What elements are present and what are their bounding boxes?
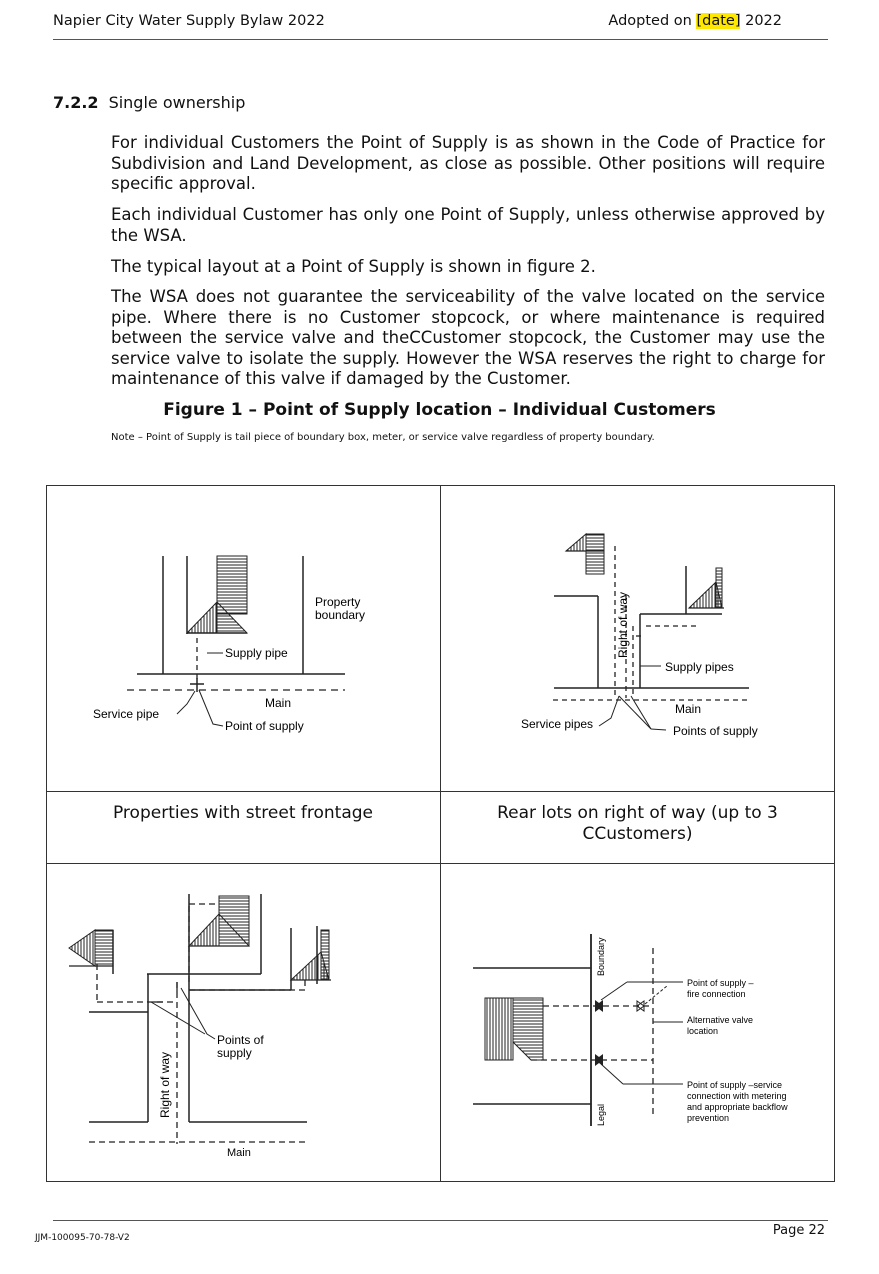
caption-street-frontage: Properties with street frontage xyxy=(112,803,374,823)
figure-row-divider xyxy=(46,791,835,792)
pos-service-label-4: prevention xyxy=(687,1113,730,1123)
supply-pipes-label: Supply pipes xyxy=(665,660,734,674)
paragraph: Each individual Customer has only one Point of Supply, unless otherwise approved by the WSA. xyxy=(111,205,825,245)
paragraph: The WSA does not guarantee the serviceability of the valve located on the service pipe. Where there is no Customer stopcock, or where maintenance is required between the service valve and theCCustomer stopcock, the Customer may use the service valve to isolate the supply. However the WSA reserves the right to charge for maintenance of this valve if damaged by the Customer. xyxy=(111,287,825,388)
points-of-supply-label: Points of supply xyxy=(673,724,758,738)
alt-valve-label-1: Alternative valve xyxy=(687,1015,754,1025)
boundary-label: Boundary xyxy=(596,937,606,976)
main-label: Main xyxy=(675,702,702,716)
right-of-way-label: Right of way xyxy=(616,591,630,658)
paragraph: The typical layout at a Point of Supply is shown in figure 2. xyxy=(111,257,596,276)
diagram-street-frontage xyxy=(47,486,439,790)
figure-title: Figure 1 – Point of Supply location – Individual Customers xyxy=(163,400,716,420)
right-of-way-label: Right of way xyxy=(158,1051,172,1118)
pos-service-label-2: connection with metering xyxy=(687,1091,787,1101)
header-adopted xyxy=(608,13,782,29)
main-label: Main xyxy=(265,696,292,710)
supply-label: supply xyxy=(217,1046,252,1060)
header-rule xyxy=(53,39,828,40)
pos-service-label-1: Point of supply –service xyxy=(687,1080,783,1090)
service-pipe-label: Service pipe xyxy=(93,707,160,721)
service-pipes-label: Service pipes xyxy=(521,717,594,731)
property-label: Property xyxy=(315,595,361,609)
caption-rear-lots: Rear lots on right of way (up to 3 CCustomers) xyxy=(497,803,778,844)
points-of-label: Points of xyxy=(217,1033,264,1047)
pos-service-label-3: and appropriate backflow xyxy=(687,1102,788,1112)
main-label: Main xyxy=(227,1147,251,1159)
header-title: Napier City Water Supply Bylaw 2022 xyxy=(53,13,325,29)
adopted-date-placeholder: [date] xyxy=(696,13,741,29)
adopted-year: 2022 xyxy=(740,13,782,29)
page-number: Page 22 xyxy=(772,1223,825,1238)
footer-rule xyxy=(53,1220,828,1221)
supply-pipe-label: Supply pipe xyxy=(225,646,288,660)
diagram-fire-connection xyxy=(441,864,834,1181)
pos-fire-label-1: Point of supply – xyxy=(687,978,754,988)
section-heading xyxy=(53,93,245,112)
section-title: Single ownership xyxy=(108,93,246,112)
diagram-right-of-way-lots xyxy=(47,864,439,1181)
adopted-prefix: Adopted on xyxy=(608,13,697,29)
diagram-rear-lots xyxy=(441,486,834,790)
point-of-supply-label: Point of supply xyxy=(225,719,304,733)
paragraph: For individual Customers the Point of Supply is as shown in the Code of Practice for Subdivision and Land Development, as close as possible. Other positions will require specific approval. xyxy=(111,133,825,193)
legal-label: Legal xyxy=(596,1103,606,1126)
figure-note: Note – Point of Supply is tail piece of boundary box, meter, or service valve regardless of property boundary. xyxy=(111,432,655,443)
section-number: 7.2.2 xyxy=(53,93,99,112)
document-id: JJM-100095-70-78-V2 xyxy=(35,1233,130,1243)
pos-fire-label-2: fire connection xyxy=(687,989,746,999)
boundary-label: boundary xyxy=(315,608,366,622)
alt-valve-label-2: location xyxy=(687,1026,719,1036)
